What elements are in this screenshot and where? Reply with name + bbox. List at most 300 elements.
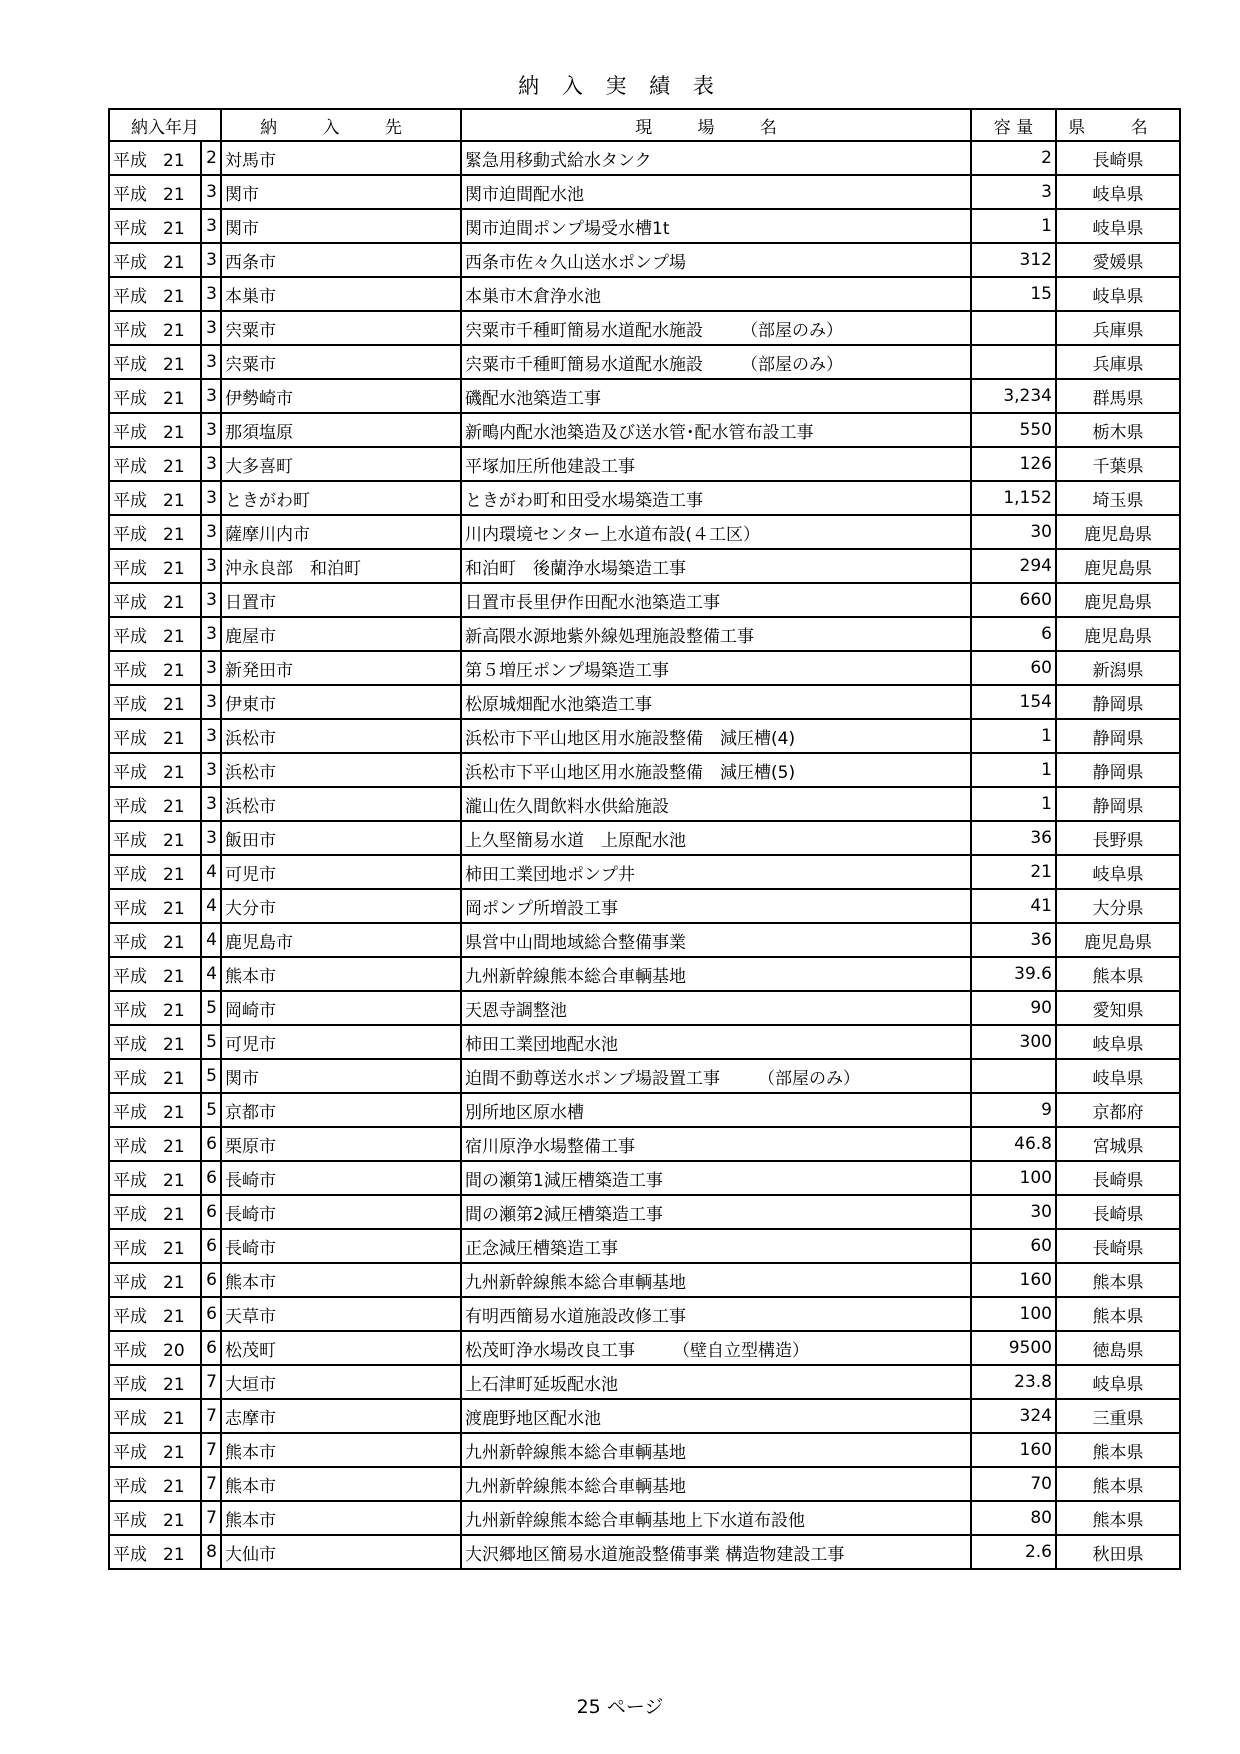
cell-capacity: 41	[971, 889, 1056, 923]
year-label: 21	[163, 1068, 185, 1089]
year-label: 21	[163, 932, 185, 953]
cell-month: 3	[201, 447, 221, 481]
site-name: 渡鹿野地区配水池	[465, 1408, 601, 1429]
cell-era-year	[109, 1195, 201, 1229]
cell-era-year	[109, 481, 201, 515]
era-label: 平成	[113, 932, 147, 953]
cell-era-year	[109, 617, 201, 651]
year-label: 21	[163, 762, 185, 783]
cell-era-year	[109, 1263, 201, 1297]
site-name: 有明西簡易水道施設改修工事	[465, 1306, 686, 1327]
cell-customer: 栗原市	[221, 1127, 461, 1161]
cell-month: 6	[201, 1297, 221, 1331]
cell-site	[461, 1025, 971, 1059]
cell-customer: 岡崎市	[221, 991, 461, 1025]
site-name: 九州新幹線熊本総合車輌基地	[465, 1272, 686, 1293]
year-label: 21	[163, 1102, 185, 1123]
cell-capacity: 60	[971, 651, 1056, 685]
cell-customer: 鹿児島市	[221, 923, 461, 957]
cell-prefecture: 静岡県	[1056, 685, 1180, 719]
cell-customer: 関市	[221, 1059, 461, 1093]
cell-month: 3	[201, 821, 221, 855]
year-label: 21	[163, 1238, 185, 1259]
table-row	[109, 617, 1180, 651]
cell-prefecture: 岐阜県	[1056, 277, 1180, 311]
cell-month: 4	[201, 855, 221, 889]
cell-month: 3	[201, 719, 221, 753]
site-name: 九州新幹線熊本総合車輌基地上下水道布設他	[465, 1510, 805, 1531]
cell-month: 6	[201, 1161, 221, 1195]
table-row	[109, 889, 1180, 923]
cell-capacity: 100	[971, 1161, 1056, 1195]
site-name: 本巣市木倉浄水池	[465, 286, 601, 307]
cell-capacity: 30	[971, 1195, 1056, 1229]
cell-era-year	[109, 651, 201, 685]
cell-month: 3	[201, 311, 221, 345]
site-note: （部屋のみ）	[758, 1068, 860, 1089]
site-name: 九州新幹線熊本総合車輌基地	[465, 1442, 686, 1463]
table-row	[109, 413, 1180, 447]
cell-capacity: 660	[971, 583, 1056, 617]
year-label: 21	[163, 728, 185, 749]
cell-site	[461, 787, 971, 821]
cell-customer: 新発田市	[221, 651, 461, 685]
cell-customer: 大仙市	[221, 1535, 461, 1569]
cell-era-year	[109, 1535, 201, 1569]
year-label: 21	[163, 694, 185, 715]
cell-capacity	[971, 311, 1056, 345]
era-label: 平成	[113, 184, 147, 205]
era-label: 平成	[113, 422, 147, 443]
era-label: 平成	[113, 456, 147, 477]
cell-capacity: 2.6	[971, 1535, 1056, 1569]
header-date: 納入年月	[109, 109, 221, 141]
table-row	[109, 1263, 1180, 1297]
site-name: ときがわ町和田受水場築造工事	[465, 490, 703, 511]
table-body	[109, 141, 1180, 1569]
cell-month: 3	[201, 413, 221, 447]
table-row	[109, 1535, 1180, 1569]
cell-era-year	[109, 821, 201, 855]
cell-customer: 大分市	[221, 889, 461, 923]
era-label: 平成	[113, 1306, 147, 1327]
year-label: 21	[163, 558, 185, 579]
site-name: 新鴫内配水池築造及び送水管･配水管布設工事	[465, 422, 814, 443]
cell-month: 5	[201, 1059, 221, 1093]
cell-era-year	[109, 549, 201, 583]
cell-customer: 志摩市	[221, 1399, 461, 1433]
cell-era-year	[109, 413, 201, 447]
cell-era-year	[109, 277, 201, 311]
site-name: 松原城畑配水池築造工事	[465, 694, 652, 715]
year-label: 21	[163, 1442, 185, 1463]
cell-month: 6	[201, 1127, 221, 1161]
site-name: 平塚加圧所他建設工事	[465, 456, 635, 477]
cell-site	[461, 141, 971, 175]
cell-era-year	[109, 1093, 201, 1127]
cell-era-year	[109, 787, 201, 821]
cell-site	[461, 583, 971, 617]
table-row	[109, 1399, 1180, 1433]
era-label: 平成	[113, 1000, 147, 1021]
cell-site	[461, 1229, 971, 1263]
cell-month: 3	[201, 515, 221, 549]
cell-capacity: 70	[971, 1467, 1056, 1501]
header-customer: 納 入 先	[221, 109, 461, 141]
site-name: 磯配水池築造工事	[465, 388, 601, 409]
site-name: 和泊町 後蘭浄水場築造工事	[465, 558, 686, 579]
era-label: 平成	[113, 830, 147, 851]
document-title: 納 入 実 績 表	[518, 74, 722, 98]
cell-capacity: 126	[971, 447, 1056, 481]
year-label: 21	[163, 626, 185, 647]
cell-customer: 浜松市	[221, 753, 461, 787]
cell-capacity: 15	[971, 277, 1056, 311]
cell-month: 4	[201, 957, 221, 991]
year-label: 21	[163, 354, 185, 375]
site-name: 柿田工業団地配水池	[465, 1034, 618, 1055]
year-label: 21	[163, 1306, 185, 1327]
year-label: 21	[163, 490, 185, 511]
era-label: 平成	[113, 660, 147, 681]
cell-site	[461, 889, 971, 923]
year-label: 21	[163, 1374, 185, 1395]
cell-prefecture: 愛知県	[1056, 991, 1180, 1025]
cell-capacity: 324	[971, 1399, 1056, 1433]
cell-customer: 対馬市	[221, 141, 461, 175]
year-label: 21	[163, 1034, 185, 1055]
cell-customer: 長崎市	[221, 1161, 461, 1195]
cell-prefecture: 静岡県	[1056, 719, 1180, 753]
cell-era-year	[109, 1025, 201, 1059]
cell-prefecture: 岐阜県	[1056, 855, 1180, 889]
era-label: 平成	[113, 1408, 147, 1429]
cell-prefecture: 熊本県	[1056, 957, 1180, 991]
cell-customer: 長崎市	[221, 1229, 461, 1263]
table-row	[109, 311, 1180, 345]
cell-prefecture: 長崎県	[1056, 1161, 1180, 1195]
site-name: 正念減圧槽築造工事	[465, 1238, 618, 1259]
era-label: 平成	[113, 1510, 147, 1531]
cell-prefecture: 宮城県	[1056, 1127, 1180, 1161]
site-name: 第５増圧ポンプ場築造工事	[465, 660, 669, 681]
cell-capacity: 294	[971, 549, 1056, 583]
site-name: 緊急用移動式給水タンク	[465, 150, 652, 171]
cell-capacity	[971, 345, 1056, 379]
cell-customer: 関市	[221, 209, 461, 243]
year-label: 21	[163, 524, 185, 545]
cell-prefecture: 熊本県	[1056, 1297, 1180, 1331]
site-name: 九州新幹線熊本総合車輌基地	[465, 966, 686, 987]
era-label: 平成	[113, 728, 147, 749]
cell-site	[461, 685, 971, 719]
site-name: 間の瀬第2減圧槽築造工事	[465, 1204, 663, 1225]
table-row	[109, 753, 1180, 787]
cell-site	[461, 447, 971, 481]
cell-site	[461, 821, 971, 855]
cell-customer: 天草市	[221, 1297, 461, 1331]
table-row	[109, 1365, 1180, 1399]
cell-month: 7	[201, 1501, 221, 1535]
year-label: 21	[163, 1000, 185, 1021]
era-label: 平成	[113, 796, 147, 817]
era-label: 平成	[113, 592, 147, 613]
table-row	[109, 1229, 1180, 1263]
cell-site	[461, 1195, 971, 1229]
cell-prefecture: 徳島県	[1056, 1331, 1180, 1365]
cell-month: 3	[201, 379, 221, 413]
cell-prefecture: 新潟県	[1056, 651, 1180, 685]
cell-era-year	[109, 311, 201, 345]
cell-month: 3	[201, 481, 221, 515]
site-name: 九州新幹線熊本総合車輌基地	[465, 1476, 686, 1497]
cell-capacity: 3	[971, 175, 1056, 209]
cell-month: 8	[201, 1535, 221, 1569]
year-label: 21	[163, 898, 185, 919]
table-row	[109, 991, 1180, 1025]
cell-customer: 熊本市	[221, 957, 461, 991]
cell-site	[461, 1263, 971, 1297]
year-label: 21	[163, 796, 185, 817]
era-label: 平成	[113, 1068, 147, 1089]
cell-customer: 浜松市	[221, 787, 461, 821]
cell-capacity: 21	[971, 855, 1056, 889]
cell-era-year	[109, 1059, 201, 1093]
cell-month: 3	[201, 787, 221, 821]
cell-site	[461, 1501, 971, 1535]
cell-era-year	[109, 719, 201, 753]
cell-capacity: 154	[971, 685, 1056, 719]
table-row	[109, 175, 1180, 209]
year-label: 21	[163, 1204, 185, 1225]
cell-era-year	[109, 1127, 201, 1161]
cell-customer: 鹿屋市	[221, 617, 461, 651]
cell-capacity: 1	[971, 787, 1056, 821]
cell-era-year	[109, 1161, 201, 1195]
cell-site	[461, 175, 971, 209]
table-row	[109, 1025, 1180, 1059]
cell-capacity: 6	[971, 617, 1056, 651]
year-label: 21	[163, 1170, 185, 1191]
cell-site	[461, 515, 971, 549]
cell-prefecture: 岐阜県	[1056, 1365, 1180, 1399]
cell-month: 7	[201, 1467, 221, 1501]
cell-capacity: 46.8	[971, 1127, 1056, 1161]
cell-era-year	[109, 1365, 201, 1399]
cell-era-year	[109, 957, 201, 991]
era-label: 平成	[113, 1476, 147, 1497]
site-name: 県営中山間地域総合整備事業	[465, 932, 686, 953]
cell-capacity: 160	[971, 1433, 1056, 1467]
site-name: 天恩寺調整池	[465, 1000, 567, 1021]
site-note: （部屋のみ）	[741, 354, 843, 375]
cell-site	[461, 1093, 971, 1127]
table-row	[109, 1501, 1180, 1535]
cell-customer: 松茂町	[221, 1331, 461, 1365]
cell-prefecture: 熊本県	[1056, 1433, 1180, 1467]
cell-capacity: 30	[971, 515, 1056, 549]
cell-customer: 伊東市	[221, 685, 461, 719]
cell-era-year	[109, 1229, 201, 1263]
cell-month: 6	[201, 1229, 221, 1263]
cell-capacity: 312	[971, 243, 1056, 277]
cell-capacity: 1	[971, 719, 1056, 753]
year-label: 21	[163, 320, 185, 341]
cell-prefecture: 愛媛県	[1056, 243, 1180, 277]
cell-customer: 大垣市	[221, 1365, 461, 1399]
cell-site	[461, 1331, 971, 1365]
site-name: 新高隈水源地紫外線処理施設整備工事	[465, 626, 754, 647]
cell-site	[461, 1297, 971, 1331]
cell-customer: ときがわ町	[221, 481, 461, 515]
table-row	[109, 1331, 1180, 1365]
cell-month: 6	[201, 1331, 221, 1365]
cell-capacity: 2	[971, 141, 1056, 175]
era-label: 平成	[113, 558, 147, 579]
year-label: 21	[163, 1476, 185, 1497]
table-row	[109, 685, 1180, 719]
site-name: 別所地区原水槽	[465, 1102, 584, 1123]
cell-customer: 関市	[221, 175, 461, 209]
table-row	[109, 1433, 1180, 1467]
table-row	[109, 821, 1180, 855]
cell-month: 3	[201, 753, 221, 787]
cell-month: 4	[201, 923, 221, 957]
cell-era-year	[109, 889, 201, 923]
cell-customer: 沖永良部 和泊町	[221, 549, 461, 583]
cell-era-year	[109, 1297, 201, 1331]
cell-era-year	[109, 1331, 201, 1365]
era-label: 平成	[113, 966, 147, 987]
cell-era-year	[109, 583, 201, 617]
year-label: 21	[163, 1544, 185, 1565]
table-row	[109, 1093, 1180, 1127]
table-row	[109, 1059, 1180, 1093]
table-row	[109, 243, 1180, 277]
cell-prefecture: 千葉県	[1056, 447, 1180, 481]
site-name: 西条市佐々久山送水ポンプ場	[465, 252, 686, 273]
cell-customer: 京都市	[221, 1093, 461, 1127]
cell-customer: 可児市	[221, 1025, 461, 1059]
era-label: 平成	[113, 1340, 147, 1361]
cell-month: 3	[201, 685, 221, 719]
delivery-records-table	[108, 108, 1181, 1570]
era-label: 平成	[113, 252, 147, 273]
cell-capacity: 3,234	[971, 379, 1056, 413]
cell-customer: 熊本市	[221, 1501, 461, 1535]
cell-prefecture: 岐阜県	[1056, 1025, 1180, 1059]
cell-customer: 伊勢崎市	[221, 379, 461, 413]
site-name: 瀧山佐久間飲料水供給施設	[465, 796, 669, 817]
cell-month: 7	[201, 1365, 221, 1399]
cell-capacity: 100	[971, 1297, 1056, 1331]
site-note: （部屋のみ）	[741, 320, 843, 341]
table-row	[109, 379, 1180, 413]
cell-prefecture: 栃木県	[1056, 413, 1180, 447]
cell-month: 3	[201, 209, 221, 243]
cell-prefecture: 大分県	[1056, 889, 1180, 923]
cell-site	[461, 413, 971, 447]
table-row	[109, 1467, 1180, 1501]
cell-capacity: 39.6	[971, 957, 1056, 991]
cell-prefecture: 静岡県	[1056, 787, 1180, 821]
cell-capacity: 160	[971, 1263, 1056, 1297]
year-label: 20	[163, 1340, 185, 1361]
cell-era-year	[109, 1467, 201, 1501]
table-row	[109, 651, 1180, 685]
cell-prefecture: 埼玉県	[1056, 481, 1180, 515]
table-row	[109, 1297, 1180, 1331]
site-name: 松茂町浄水場改良工事	[465, 1340, 635, 1361]
year-label: 21	[163, 184, 185, 205]
cell-era-year	[109, 1399, 201, 1433]
table-header-row	[109, 109, 1180, 141]
cell-era-year	[109, 379, 201, 413]
cell-site	[461, 345, 971, 379]
table-row	[109, 1195, 1180, 1229]
site-name: 宍粟市千種町簡易水道配水施設	[465, 320, 703, 341]
cell-customer: 熊本市	[221, 1433, 461, 1467]
cell-customer: 熊本市	[221, 1467, 461, 1501]
cell-customer: 宍粟市	[221, 345, 461, 379]
era-label: 平成	[113, 1170, 147, 1191]
cell-era-year	[109, 243, 201, 277]
table-row	[109, 1127, 1180, 1161]
site-name: 上石津町延坂配水池	[465, 1374, 618, 1395]
cell-customer: 浜松市	[221, 719, 461, 753]
cell-era-year	[109, 209, 201, 243]
era-label: 平成	[113, 150, 147, 171]
cell-customer: 那須塩原	[221, 413, 461, 447]
era-label: 平成	[113, 898, 147, 919]
cell-capacity: 36	[971, 923, 1056, 957]
cell-site	[461, 379, 971, 413]
cell-month: 3	[201, 175, 221, 209]
cell-site	[461, 991, 971, 1025]
cell-prefecture: 長崎県	[1056, 1195, 1180, 1229]
era-label: 平成	[113, 1374, 147, 1395]
cell-site	[461, 1161, 971, 1195]
cell-prefecture: 熊本県	[1056, 1501, 1180, 1535]
table-row	[109, 345, 1180, 379]
era-label: 平成	[113, 1442, 147, 1463]
site-note: （壁自立型構造）	[673, 1340, 809, 1361]
year-label: 21	[163, 830, 185, 851]
cell-month: 7	[201, 1433, 221, 1467]
era-label: 平成	[113, 864, 147, 885]
era-label: 平成	[113, 354, 147, 375]
cell-prefecture: 鹿児島県	[1056, 515, 1180, 549]
era-label: 平成	[113, 490, 147, 511]
cell-capacity: 1	[971, 209, 1056, 243]
cell-prefecture: 岐阜県	[1056, 209, 1180, 243]
cell-site	[461, 855, 971, 889]
cell-month: 2	[201, 141, 221, 175]
cell-month: 5	[201, 991, 221, 1025]
cell-prefecture: 熊本県	[1056, 1467, 1180, 1501]
year-label: 21	[163, 1136, 185, 1157]
year-label: 21	[163, 1510, 185, 1531]
cell-month: 7	[201, 1399, 221, 1433]
cell-site	[461, 311, 971, 345]
year-label: 21	[163, 388, 185, 409]
cell-site	[461, 243, 971, 277]
table-row	[109, 515, 1180, 549]
cell-prefecture: 群馬県	[1056, 379, 1180, 413]
cell-era-year	[109, 923, 201, 957]
cell-capacity: 80	[971, 1501, 1056, 1535]
cell-site	[461, 1535, 971, 1569]
